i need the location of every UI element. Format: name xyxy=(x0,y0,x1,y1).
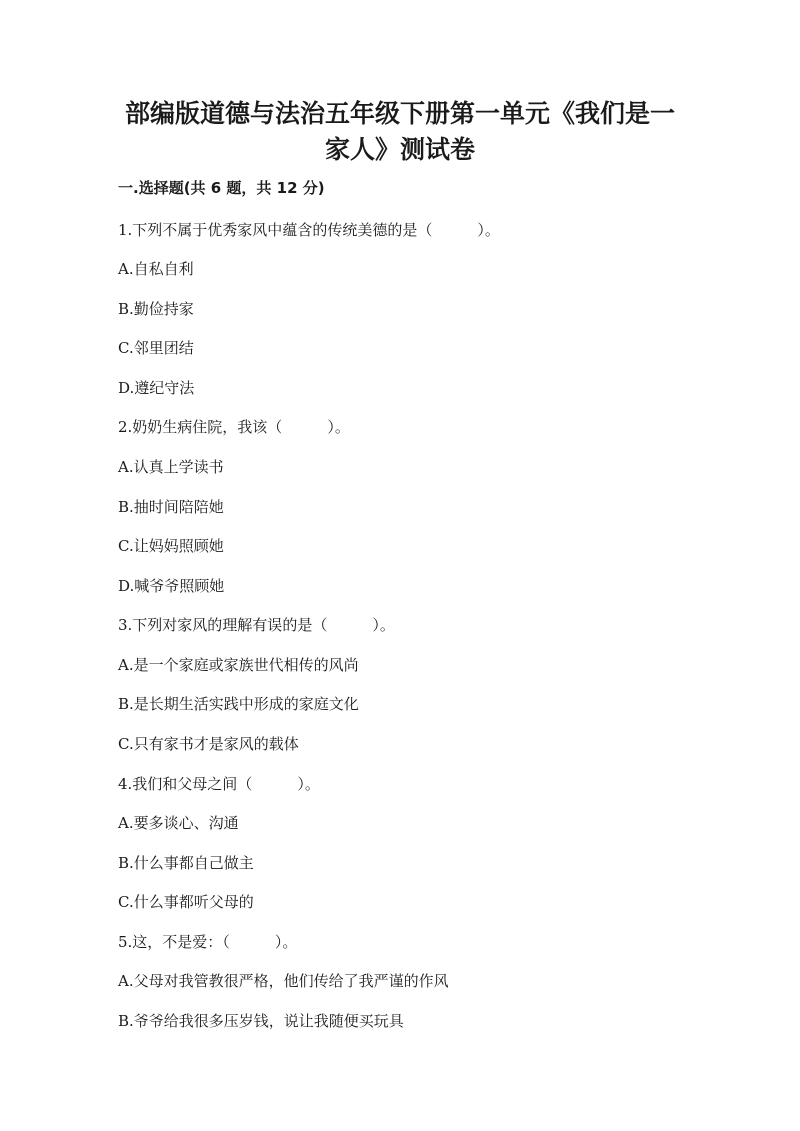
question-2-option-c: C.让妈妈照顾她 xyxy=(118,537,224,555)
section-heading: 一.选择题(共 6 题，共 12 分) xyxy=(118,179,325,197)
question-2-stem: 2.奶奶生病住院，我该（ ）。 xyxy=(118,418,350,436)
question-4-option-a: A.要多谈心、沟通 xyxy=(118,814,239,832)
question-3-option-b: B.是长期生活实践中形成的家庭文化 xyxy=(118,695,359,713)
question-2-option-b: B.抽时间陪陪她 xyxy=(118,498,224,516)
question-1-option-d: D.遵纪守法 xyxy=(118,379,195,397)
question-2-option-a: A.认真上学读书 xyxy=(118,458,224,476)
question-2-option-d: D.喊爷爷照顾她 xyxy=(118,577,225,595)
question-3-option-a: A.是一个家庭或家族世代相传的风尚 xyxy=(118,656,359,674)
question-5-stem: 5.这，不是爱：（ ）。 xyxy=(118,933,298,951)
question-3-option-c: C.只有家书才是家风的载体 xyxy=(118,735,299,753)
question-1-option-c: C.邻里团结 xyxy=(118,339,194,357)
question-5-option-b: B.爷爷给我很多压岁钱，说让我随便买玩具 xyxy=(118,1012,404,1030)
question-3-stem: 3.下列对家风的理解有误的是（ ）。 xyxy=(118,616,395,634)
page-title-line-2: 家人》测试卷 xyxy=(324,135,475,164)
question-5-option-a: A.父母对我管教很严格，他们传给了我严谨的作风 xyxy=(118,972,449,990)
question-4-option-b: B.什么事都自己做主 xyxy=(118,854,254,872)
question-4-option-c: C.什么事都听父母的 xyxy=(118,893,254,911)
question-1-option-a: A.自私自利 xyxy=(118,260,194,278)
question-1-option-b: B.勤俭持家 xyxy=(118,300,194,318)
question-4-stem: 4.我们和父母之间（ ）。 xyxy=(118,775,320,793)
question-1-stem: 1.下列不属于优秀家风中蕴含的传统美德的是（ ）。 xyxy=(118,221,500,239)
page-title-line-1: 部编版道德与法治五年级下册第一单元《我们是一 xyxy=(124,99,675,128)
